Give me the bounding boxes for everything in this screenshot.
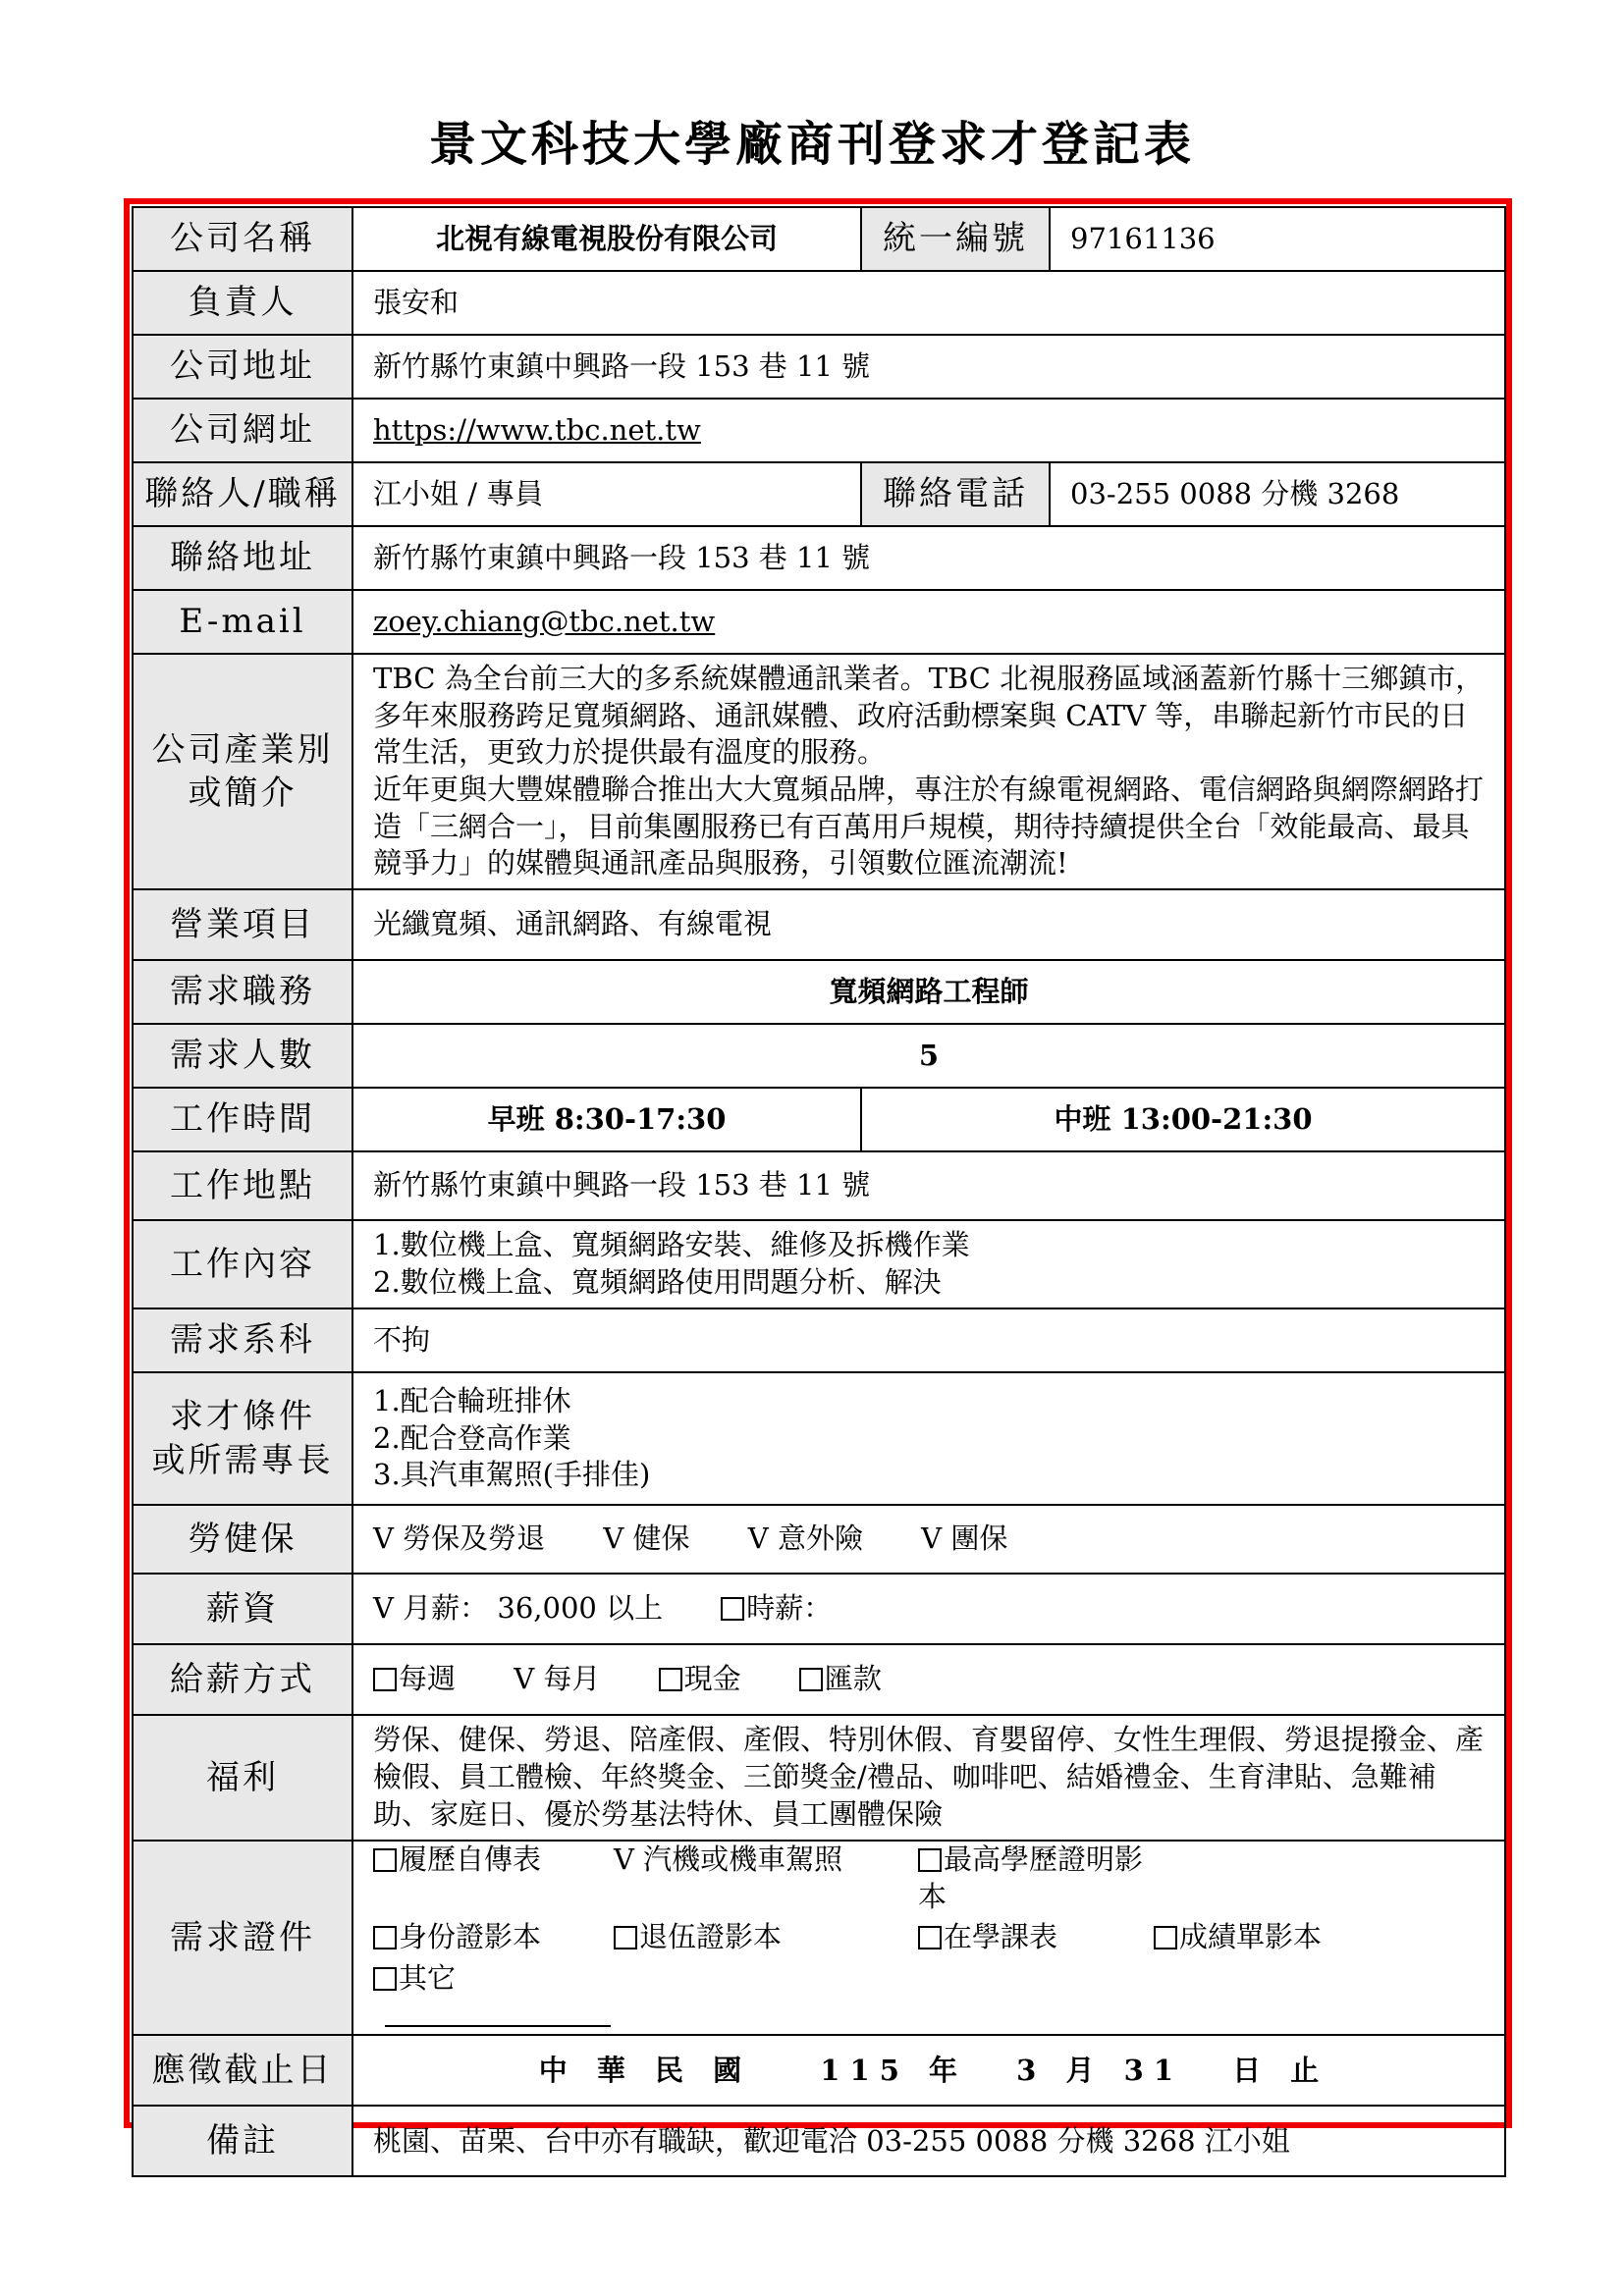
doc-label: 身份證影本 [399,1920,542,1954]
value-shift-middle: 中班 13:00-21:30 [861,1088,1505,1151]
row-job-content [133,1220,1505,1308]
form-title: 景文科技大學廠商刊登求才登記表 [428,117,1195,172]
insurance-option: V 意外險 [747,1522,863,1556]
weekly-checkbox[interactable] [373,1668,397,1691]
doc-id-card [373,1919,614,1956]
id-card-checkbox[interactable] [373,1926,397,1949]
value-requirements [352,1372,1505,1505]
label-industry-line2: 或簡介 [188,774,298,813]
pay-method-label: 匯款 [824,1662,882,1696]
transcript-checkbox[interactable] [1154,1926,1177,1949]
row-requirements [133,1372,1505,1505]
deadline-part: 止 [1290,2053,1320,2087]
label-documents: 需求證件 [133,1841,352,2035]
value-contact-address: 新竹縣竹東鎮中興路一段 153 巷 11 號 [352,526,1505,590]
value-remarks: 桃園、苗栗、台中亦有職缺，歡迎電洽 03-255 0088 分機 3268 江小姐 [352,2106,1505,2176]
row-job-title [133,960,1505,1024]
row-work-location [133,1151,1505,1220]
pay-method-weekly [373,1661,456,1698]
deadline-part: 日 [1232,2053,1262,2087]
recruitment-form-table [132,206,1506,2177]
requirement-item: 2.配合登高作業 [373,1420,571,1455]
cash-checkbox[interactable] [659,1668,682,1691]
label-insurance: 勞健保 [133,1505,352,1574]
requirement-item: 3.具汽車駕照(手排佳) [373,1458,651,1492]
value-business-items: 光纖寬頻、通訊網路、有線電視 [352,889,1505,960]
label-requirements [133,1372,352,1505]
pay-method-monthly [514,1661,600,1698]
row-salary [133,1574,1505,1644]
doc-other [373,1960,614,2034]
label-deadline: 應徵截止日 [133,2035,352,2106]
label-email: E-mail [133,590,352,654]
value-salary [352,1574,1505,1644]
label-salary: 薪資 [133,1574,352,1644]
doc-label: 成績單影本 [1179,1920,1323,1954]
discharge-checkbox[interactable] [614,1926,637,1949]
value-shift-morning: 早班 8:30-17:30 [352,1088,861,1151]
deadline-part: 月 [1065,2053,1095,2087]
label-industry-line1: 公司產業別 [151,729,334,770]
intro-paragraph-1: TBC 為全台前三大的多系統媒體通訊業者。TBC 北視服務區域涵蓋新竹縣十三鄉鎮市，多年來服務跨足寬頻網路、通訊媒體、政府活動標案與 CATV 等，串聯起新竹市民的日常生活，更致力於提供最有溫度的服務。 [373,661,1485,770]
row-responsible [133,271,1505,335]
doc-label: 履歷自傳表 [399,1842,542,1876]
resume-checkbox[interactable] [373,1848,397,1872]
value-job-content [352,1220,1505,1308]
value-deadline [352,2035,1505,2106]
row-remarks [133,2106,1505,2176]
doc-label: 最高學歷證明影本 [918,1842,1144,1913]
label-work-location: 工作地點 [133,1151,352,1220]
job-content-item: 2.數位機上盒、寬頻網路使用問題分析、解決 [373,1265,942,1299]
deadline-month: 3 [1016,2053,1037,2087]
doc-label: 其它 [399,1961,457,1996]
label-pay-method: 給薪方式 [133,1644,352,1715]
row-headcount [133,1024,1505,1088]
row-insurance [133,1505,1505,1574]
salary-hourly-label: 時薪： [746,1591,833,1626]
doc-discharge [614,1919,918,1956]
label-requirements-line2: 或所需專長 [151,1440,334,1480]
diploma-checkbox[interactable] [918,1848,942,1872]
requirement-item: 1.配合輪班排休 [373,1383,571,1417]
value-company-address: 新竹縣竹東鎮中興路一段 153 巷 11 號 [352,335,1505,399]
row-company-url [133,399,1505,462]
doc-license [614,1842,918,1915]
label-requirements-line1: 求才條件 [170,1397,315,1437]
doc-schedule [918,1919,1154,1956]
hourly-checkbox[interactable] [721,1597,744,1621]
transfer-checkbox[interactable] [799,1668,823,1691]
row-documents [133,1841,1505,2035]
label-company-url: 公司網址 [133,399,352,462]
company-website-link[interactable]: https://www.tbc.net.tw [352,399,1505,462]
value-headcount: 5 [352,1024,1505,1088]
value-documents [352,1841,1505,2035]
other-blank-line[interactable] [385,2000,611,2027]
email-link[interactable]: zoey.chiang@tbc.net.tw [352,590,1505,654]
insurance-option: V 健保 [603,1522,690,1556]
value-pay-method [352,1644,1505,1715]
documents-grid [373,1842,1485,2034]
doc-label: V 汽機或機車駕照 [614,1842,843,1876]
row-contact-address [133,526,1505,590]
value-job-title: 寬頻網路工程師 [352,960,1505,1024]
row-company-intro [133,654,1505,889]
doc-transcript [1154,1919,1350,1956]
row-department [133,1308,1505,1372]
job-content-item: 1.數位機上盒、寬頻網路安裝、維修及拆機作業 [373,1228,970,1262]
value-responsible: 張安和 [352,271,1505,335]
value-company-name: 北視有線電視股份有限公司 [352,207,861,271]
pay-method-label: 現金 [683,1662,741,1696]
value-contact-person: 江小姐 / 專員 [352,462,861,526]
doc-resume [373,1842,614,1915]
label-department: 需求系科 [133,1308,352,1372]
row-contact [133,462,1505,526]
other-checkbox[interactable] [373,1967,397,1991]
company-intro [352,654,1505,889]
deadline-part: 華 [596,2053,625,2087]
value-tax-id: 97161136 [1050,207,1505,271]
row-work-hours [133,1088,1505,1151]
salary-monthly: V 月薪： 36,000 以上 [373,1591,664,1626]
deadline-part: 國 [713,2053,742,2087]
insurance-option: V 團保 [921,1522,1008,1556]
intro-paragraph-2: 近年更與大豐媒體聯合推出大大寬頻品牌，專注於有線電視網路、電信網路與網際網路打造「三網合一」，目前集團服務已有百萬用戶規模，期待持續提供全台「效能最高、最具競爭力」的媒體與通訊產品與服務，引領數位匯流潮流! [373,773,1485,881]
label-contact-phone: 聯絡電話 [861,462,1050,526]
label-company-name: 公司名稱 [133,207,352,271]
deadline-day: 3 1 [1123,2053,1174,2087]
deadline-year: 1 1 5 [820,2053,899,2087]
label-job-content: 工作內容 [133,1220,352,1308]
label-responsible: 負責人 [133,271,352,335]
row-email [133,590,1505,654]
doc-label: 在學課表 [944,1920,1058,1954]
label-contact-address: 聯絡地址 [133,526,352,590]
insurance-option: V 勞保及勞退 [373,1522,546,1556]
deadline-part: 中 [538,2053,568,2087]
label-benefits: 福利 [133,1715,352,1841]
pay-method-transfer [799,1661,882,1698]
row-business-items [133,889,1505,960]
value-contact-phone: 03-255 0088 分機 3268 [1050,462,1505,526]
row-company-name [133,207,1505,271]
pay-method-label: V 每月 [514,1662,601,1696]
label-company-address: 公司地址 [133,335,352,399]
deadline-part: 民 [654,2053,683,2087]
pay-method-label: 每週 [399,1662,457,1696]
doc-label: 退伍證影本 [639,1920,783,1954]
label-work-hours: 工作時間 [133,1088,352,1151]
pay-method-cash [659,1661,741,1698]
row-deadline [133,2035,1505,2106]
label-tax-id: 統一編號 [861,207,1050,271]
label-job-title: 需求職務 [133,960,352,1024]
row-pay-method [133,1644,1505,1715]
schedule-checkbox[interactable] [918,1926,942,1949]
value-benefits: 勞保、健保、勞退、陪產假、產假、特別休假、育嬰留停、女性生理假、勞退提撥金、產檢假、員工體檢、年終獎金、三節獎金/禮品、咖啡吧、結婚禮金、生育津貼、急難補助、家庭日、優於勞基法特休、員工團體保險 [352,1715,1505,1841]
value-department: 不拘 [352,1308,1505,1372]
label-business-items: 營業項目 [133,889,352,960]
doc-diploma [918,1842,1154,1915]
label-industry [133,654,352,889]
doc-empty [1154,1842,1350,1915]
value-work-location: 新竹縣竹東鎮中興路一段 153 巷 11 號 [352,1151,1505,1220]
row-company-address [133,335,1505,399]
salary-hourly-option [721,1590,832,1628]
label-contact-person: 聯絡人/職稱 [133,462,352,526]
deadline-part: 年 [929,2053,958,2087]
label-remarks: 備註 [133,2106,352,2176]
value-insurance [352,1505,1505,1574]
label-headcount: 需求人數 [133,1024,352,1088]
row-benefits [133,1715,1505,1841]
